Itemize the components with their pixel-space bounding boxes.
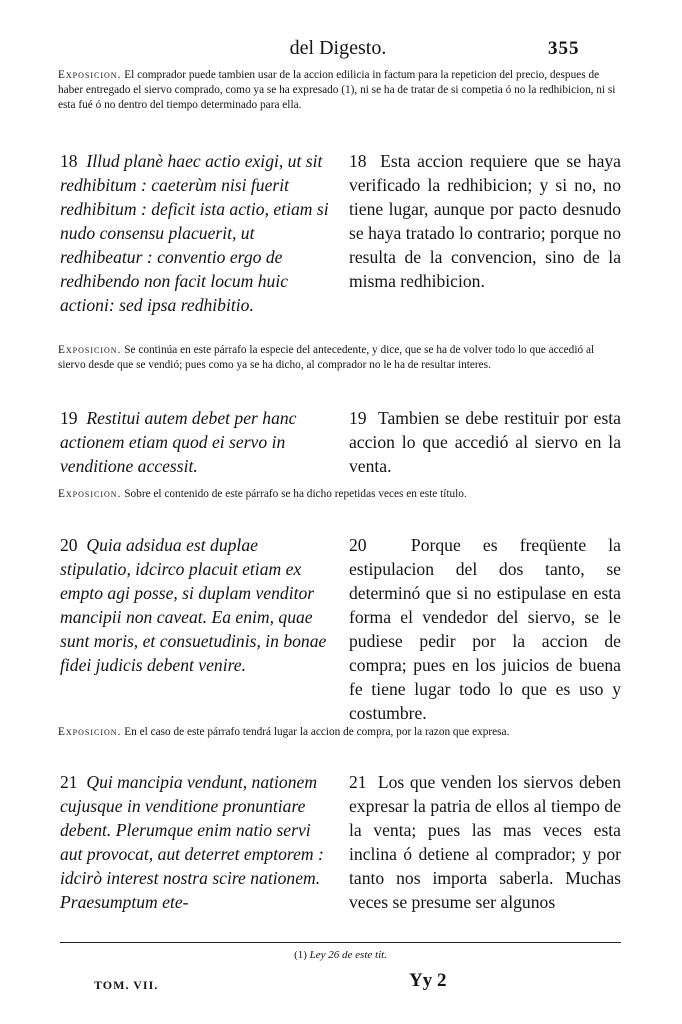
paragraph-number: 19 <box>349 408 367 428</box>
latin-text: Restitui autem debet per hanc actionem etiam quod ei servo in venditione accessit. <box>60 408 297 476</box>
latin-paragraph <box>60 406 330 478</box>
latin-paragraph <box>60 533 330 677</box>
paragraph-number: 20 <box>349 535 367 555</box>
paragraph-number: 19 <box>60 408 78 428</box>
latin-text: Qui mancipia vendunt, nationem cujusque in venditione pronuntiare debent. Plerumque enim natio servi aut provocat, aut deterret emptorem : idcirò interest nostra scire nationem. Praesumptum ete- <box>60 772 324 912</box>
exposition-text: El comprador puede tambien usar de la accion edilicia in factum para la repeticion del precio, despues de haber entregado el siervo comprado, como ya se ha expresado (1), ni se ha de tratar de si competia ó no la redhibicion, ni si esta fué ó no dentro del tiempo determinado para ella. <box>58 69 616 112</box>
latin-text: Quia adsidua est duplae stipulatio, idcirco placuit etiam ex empto agi posse, si duplam venditor mancipii non caveat. Ea enim, quae sunt moris, et consuetudinis, in bonae fidei judicis debent venire. <box>60 535 327 675</box>
latin-paragraph <box>60 770 330 914</box>
exposition-text: En el caso de este párrafo tendrá lugar la accion de compra, por la razon que expresa. <box>124 726 510 738</box>
exposition-text: Sobre el contenido de este párrafo se ha dicho repetidas veces en este título. <box>124 488 467 500</box>
exposition-label: Exposicion. <box>58 69 122 81</box>
exposition-block <box>58 487 624 502</box>
paragraph-number: 18 <box>60 151 78 171</box>
volume-label: TOM. VII. <box>94 978 159 992</box>
footnote-rule <box>60 942 621 943</box>
spanish-paragraph <box>349 406 621 478</box>
exposition-block <box>58 68 624 114</box>
exposition-label: Exposicion. <box>58 726 122 738</box>
latin-text: Illud planè haec actio exigi, ut sit redhibitum : caeterùm nisi fuerit redhibitum : deficit ista actio, etiam si nudo consensu placuerit, ut redhibeatur : conventio ergo de redhibendo non facit locum huic actioni: sed ipsa redhibitio. <box>60 151 329 315</box>
spanish-text: Porque es freqüente la estipulacion del dos tanto, se determinó que si no estipulase en esta forma el vendedor del siervo, se le pudiese pedir por la accion de compra; pues en los juicios de buena fe tiene lugar todo lo que es uso y costumbre. <box>349 535 621 723</box>
spanish-text: Esta accion requiere que se haya verificado la redhibicion; y si no, no tiene lugar, aunque por pacto desnudo se haya tratado lo contrario; porque no resulta de la convencion, sino de la misma redhibicion. <box>349 151 621 291</box>
exposition-text: Se continúa en este párrafo la especie del antecedente, y dice, que se ha de volver todo lo que accedió al siervo desde que se vendió; pues como ya se ha dicho, al comprador no le ha de resultar interes. <box>58 344 595 372</box>
paragraph-number: 20 <box>60 535 78 555</box>
exposition-block <box>58 343 624 373</box>
spanish-paragraph <box>349 770 621 914</box>
paragraph-number: 21 <box>60 772 78 792</box>
spanish-paragraph <box>349 533 621 725</box>
paragraph-number: 18 <box>349 151 367 171</box>
footnote-marker: (1) <box>294 949 307 961</box>
page-number: 355 <box>548 38 580 59</box>
paragraph-number: 21 <box>349 772 367 792</box>
exposition-label: Exposicion. <box>58 344 122 356</box>
exposition-block <box>58 725 624 740</box>
footnote <box>60 949 621 961</box>
signature-mark: Yy 2 <box>409 970 447 991</box>
footnote-text: Ley 26 de este tit. <box>309 949 387 961</box>
spanish-paragraph <box>349 149 621 293</box>
spanish-text: Los que venden los siervos deben expresar la patria de ellos al tiempo de la venta; pues las mas veces esta inclina ó detiene al comprador; y por tanto nos importa saberla. Muchas veces se presume ser algunos <box>349 772 621 912</box>
latin-paragraph <box>60 149 330 317</box>
exposition-label: Exposicion. <box>58 488 122 500</box>
running-header: del Digesto. <box>289 37 387 59</box>
spanish-text: Tambien se debe restituir por esta accion lo que accedió al siervo en la venta. <box>349 408 621 476</box>
